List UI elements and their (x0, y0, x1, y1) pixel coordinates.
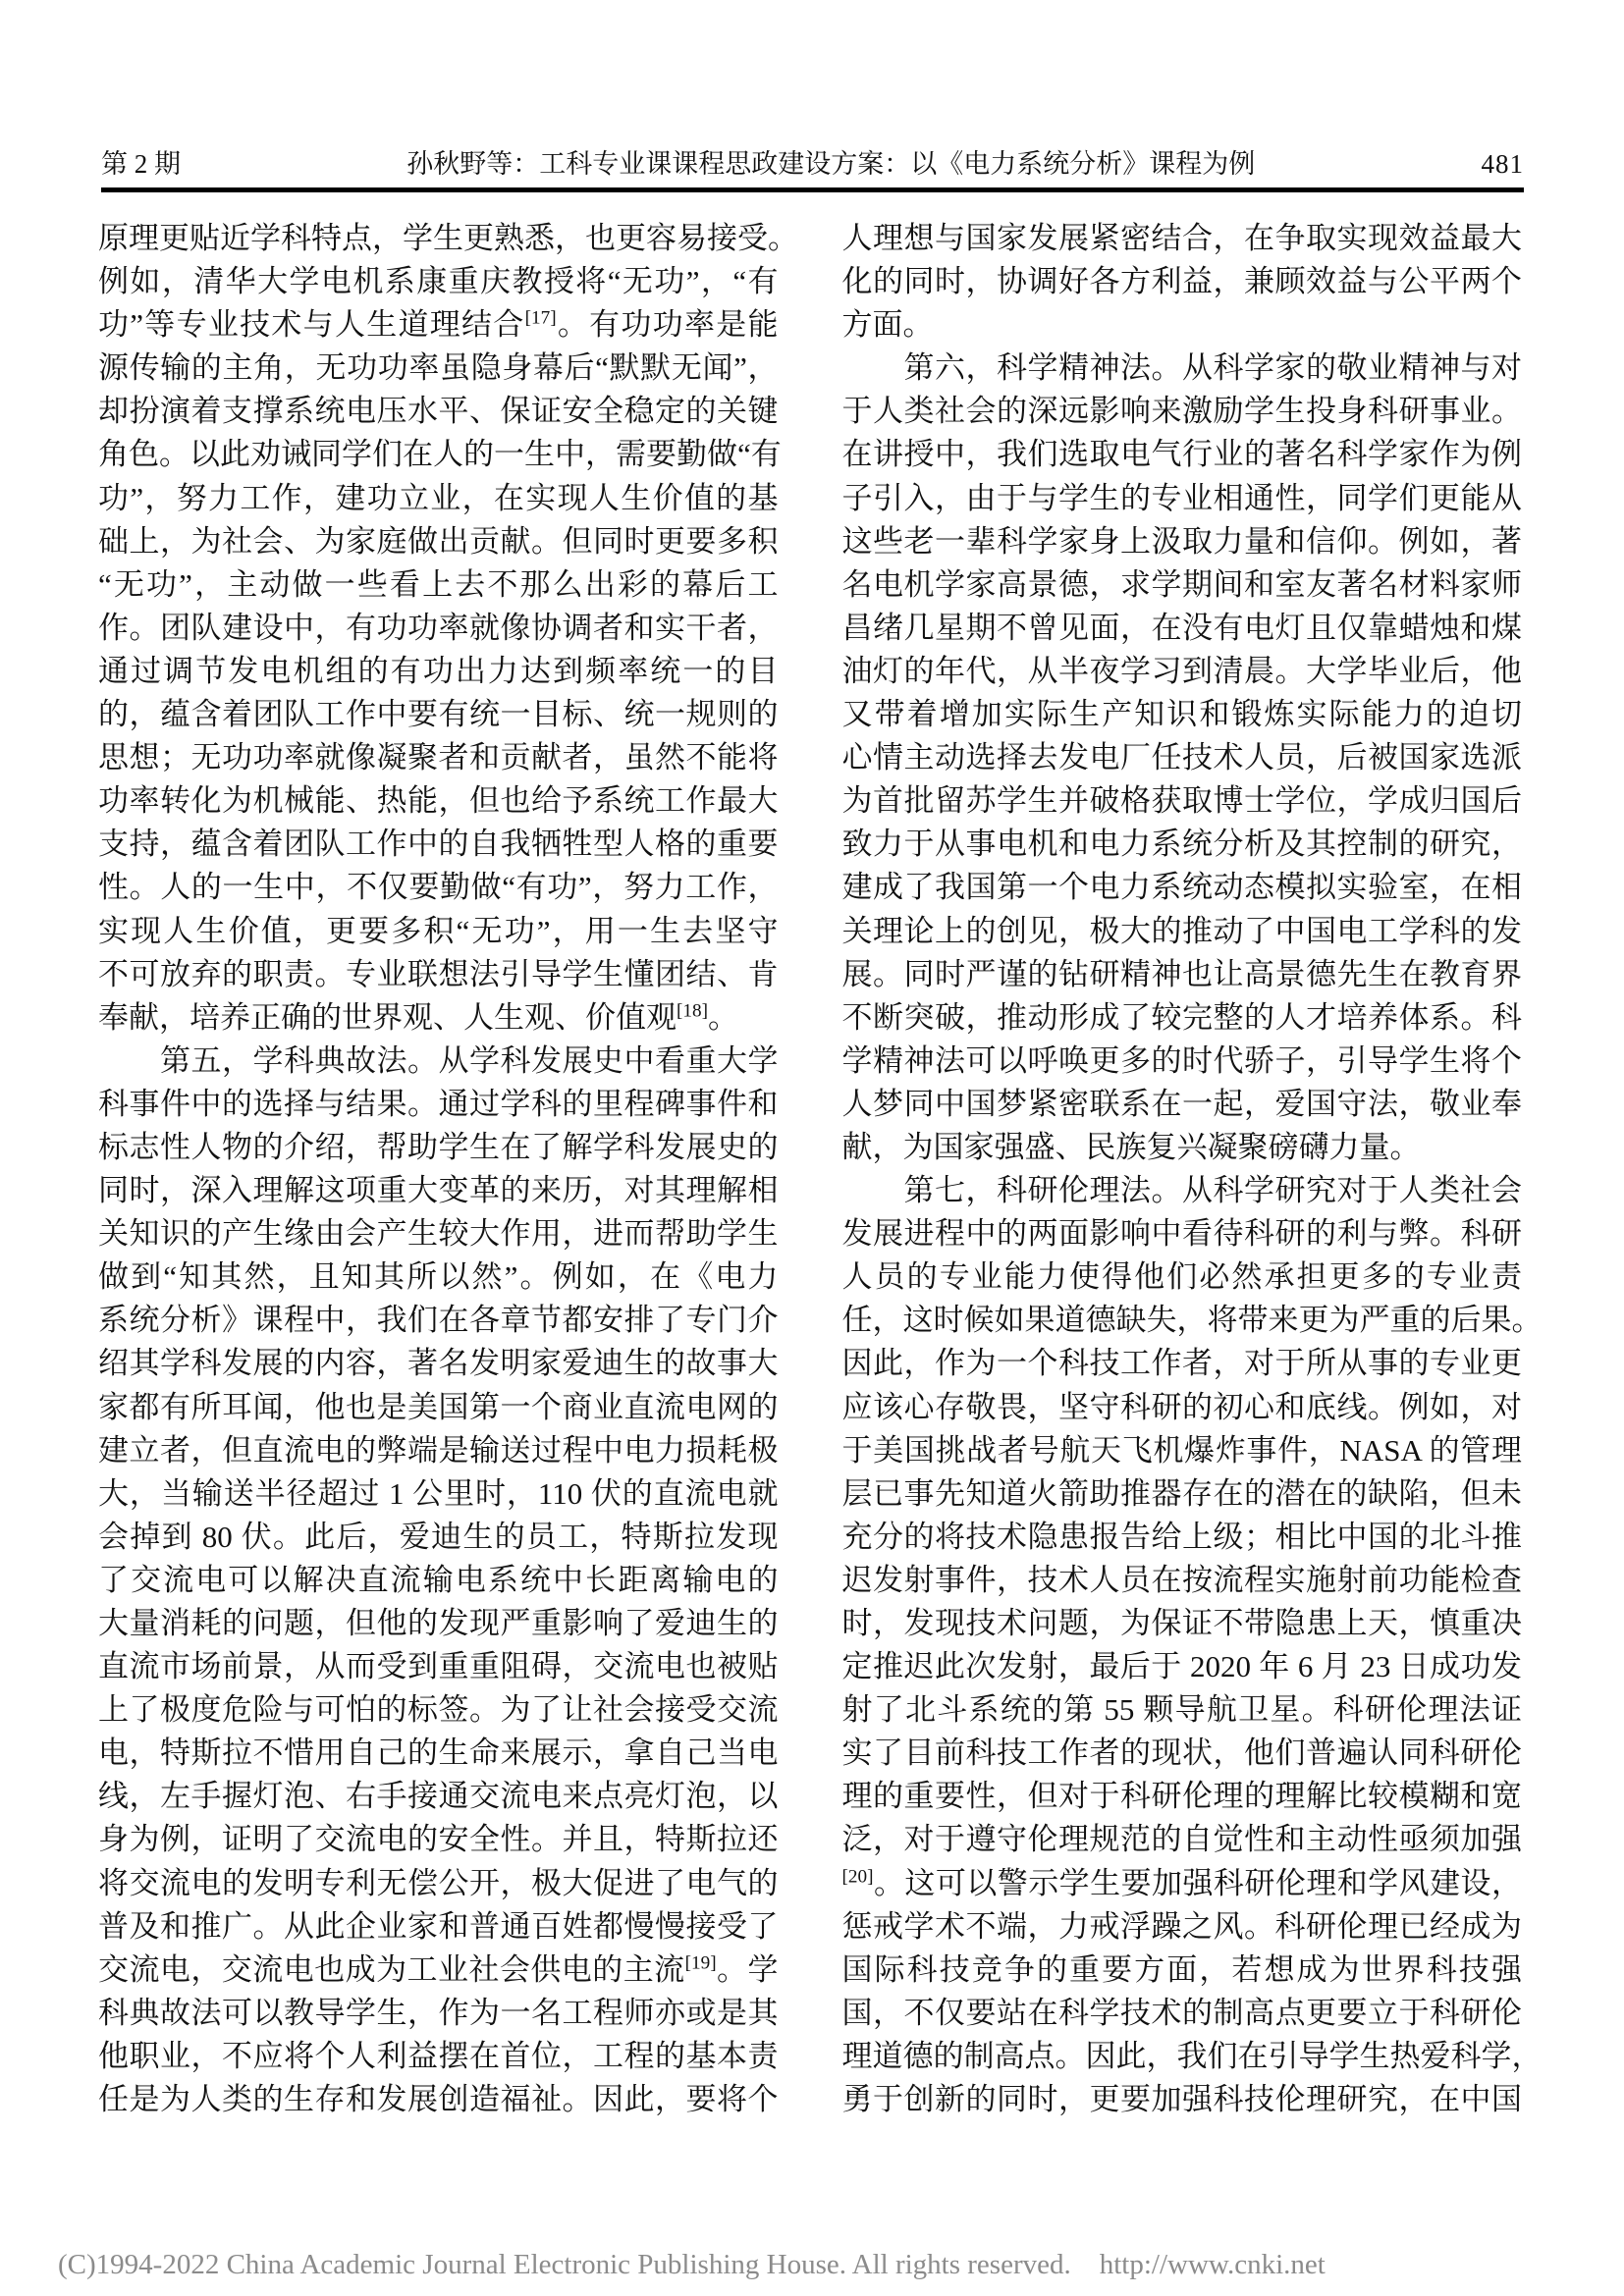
text-line: 础上，为社会、为家庭做出贡献。但同时更要多积 (98, 523, 779, 559)
text-line: 线，左手握灯泡、右手接通交流电来点亮灯泡，以 (98, 1779, 779, 1814)
text-line: 国际科技竞争的重要方面，若想成为世界科技强 (841, 1951, 1522, 1987)
text-line: 绍其学科发展的内容，著名发明家爱迪生的故事大 (98, 1346, 779, 1381)
text-line: 建立者，但直流电的弊端是输送过程中电力损耗极 (98, 1432, 779, 1468)
text-line: 的，蕴含着团队工作中要有统一目标、统一规则的 (98, 697, 779, 732)
text-line: 人梦同中国梦紧密联系在一起，爱国守法，敬业奉 (841, 1086, 1522, 1121)
text-line: 奉献，培养正确的世界观、人生观、价值观[18]。 (98, 999, 738, 1035)
text-line: 大，当输送半径超过 1 公里时，110 伏的直流电就 (98, 1475, 779, 1511)
text-line: 献，为国家强盛、民族复兴凝聚磅礴力量。 (841, 1129, 1421, 1164)
text-line: 勇于创新的同时，更要加强科技伦理研究，在中国 (841, 2082, 1522, 2117)
text-line: 层已事先知道火箭助推器存在的潜在的缺陷，但未 (841, 1475, 1522, 1511)
citation-ref: [18] (677, 1000, 708, 1022)
text-line: 第七，科研伦理法。从科学研究对于人类社会 (841, 1173, 1522, 1208)
text-line: 大量消耗的问题，但他的发现严重影响了爱迪生的 (98, 1606, 779, 1640)
text-line: 通过调节发电机组的有功出力达到频率统一的目 (98, 653, 779, 688)
text-line: 充分的将技术隐患报告给上级；相比中国的北斗推 (841, 1519, 1522, 1554)
column-right (841, 217, 1543, 2121)
citation-ref: [20] (841, 1866, 874, 1888)
text-line: 源传输的主角，无功功率虽隐身幕后“默默无闻”， (98, 350, 779, 386)
text-line: 人理想与国家发展紧密结合，在争取实现效益最大 (841, 221, 1522, 255)
text-line: 不可放弃的职责。专业联想法引导学生懂团结、肯 (98, 956, 779, 991)
text-line: 同时，深入理解这项重大变革的来历，对其理解相 (98, 1173, 779, 1208)
text-line: 例如，清华大学电机系康重庆教授将“无功”，“有 (98, 264, 779, 299)
text-line: 作。团队建设中，有功功率就像协调者和实干者， (98, 610, 779, 645)
text-line: 功率转化为机械能、热能，但也给予系统工作最大 (98, 783, 779, 819)
text-line: 泛，对于遵守伦理规范的自觉性和主动性亟须加强 (841, 1822, 1522, 1857)
text-line: 理的重要性，但对于科研伦理的理解比较模糊和宽 (841, 1779, 1522, 1814)
text-line: 会掉到 80 伏。此后，爱迪生的员工，特斯拉发现 (98, 1519, 779, 1554)
text-line: 名电机学家高景德，求学期间和室友著名材料家师 (841, 566, 1522, 602)
citation-ref: [17] (524, 307, 557, 329)
text-line: 应该心存敬畏，坚守科研的初心和底线。例如，对 (841, 1389, 1522, 1424)
text-line: 支持，蕴含着团队工作中的自我牺牲型人格的重要 (98, 827, 779, 862)
text-line: 功”等专业技术与人生道理结合[17]。有功功率是能 (98, 307, 779, 343)
text-line: 在讲授中，我们选取电气行业的著名科学家作为例 (841, 437, 1522, 472)
text-line: 交流电，交流电也成为工业社会供电的主流[19]。学 (98, 1951, 779, 1987)
text-line: 心情主动选择去发电厂任技术人员，后被国家选派 (841, 740, 1522, 775)
running-title: 孙秋野等：工科专业课课程思政建设方案：以《电力系统分析》课程为例 (406, 149, 1256, 179)
article-body (98, 217, 1543, 2121)
text-line: 第六，科学精神法。从科学家的敬业精神与对 (841, 350, 1522, 386)
text-line: 油灯的年代，从半夜学习到清晨。大学毕业后，他 (841, 653, 1522, 688)
text-line: 系统分析》课程中，我们在各章节都安排了专门介 (98, 1303, 779, 1338)
text-line: 射了北斗系统的第 55 颗导航卫星。科研伦理法证 (841, 1692, 1522, 1728)
text-line: 将交流电的发明专利无偿公开，极大促进了电气的 (98, 1865, 779, 1900)
column-left (98, 217, 798, 2121)
text-line: 致力于从事电机和电力系统分析及其控制的研究， (841, 827, 1522, 862)
text-line: 子引入，由于与学生的专业相通性，同学们更能从 (841, 480, 1522, 515)
text-line: 这些老一辈科学家身上汲取力量和信仰。例如，著 (841, 523, 1522, 559)
text-line: 功”，努力工作，建功立业，在实现人生价值的基 (98, 480, 779, 515)
text-line: 科典故法可以教导学生，作为一名工程师亦或是其 (98, 1995, 779, 2030)
text-line: 实了目前科技工作者的现状，他们普遍认同科研伦 (841, 1735, 1522, 1771)
text-line: 理道德的制高点。因此，我们在引导学生热爱科学， (841, 2038, 1543, 2073)
text-line: 电，特斯拉不惜用自己的生命来展示，拿自己当电 (98, 1735, 779, 1771)
text-line: 性。人的一生中，不仅要勤做“有功”，努力工作， (98, 870, 779, 905)
text-line: 直流市场前景，从而受到重重阻碍，交流电也被贴 (98, 1649, 779, 1684)
text-line: 思想；无功功率就像凝聚者和贡献者，虽然不能将 (98, 740, 779, 775)
citation-ref: [19] (684, 1952, 717, 1974)
text-line: 了交流电可以解决直流输电系统中长距离输电的 (98, 1562, 779, 1597)
text-line: 第五，学科典故法。从学科发展史中看重大学 (98, 1042, 779, 1078)
text-line: “无功”，主动做一些看上去不那么出彩的幕后工 (98, 566, 779, 602)
text-line: 家都有所耳闻，他也是美国第一个商业直流电网的 (98, 1389, 779, 1424)
text-line: 惩戒学术不端，力戒浮躁之风。科研伦理已经成为 (841, 1908, 1522, 1944)
text-line: 原理更贴近学科特点，学生更熟悉，也更容易接受。 (98, 221, 798, 255)
text-line: 人员的专业能力使得他们必然承担更多的专业责 (841, 1259, 1522, 1295)
text-line: 迟发射事件，技术人员在按流程实施射前功能检查 (841, 1562, 1522, 1597)
text-line: 方面。 (841, 307, 934, 343)
text-line: 学精神法可以呼唤更多的时代骄子，引导学生将个 (841, 1042, 1522, 1078)
text-line: 不断突破，推动形成了较完整的人才培养体系。科 (841, 999, 1522, 1035)
text-line: 发展进程中的两面影响中看待科研的利与弊。科研 (841, 1216, 1522, 1252)
text-line: 展。同时严谨的钻研精神也让高景德先生在教育界 (841, 956, 1522, 991)
header-rule (101, 187, 1524, 192)
text-line: 建成了我国第一个电力系统动态模拟实验室，在相 (841, 870, 1522, 905)
running-header (101, 147, 1524, 181)
text-line: 因此，作为一个科技工作者，对于所从事的专业更 (841, 1346, 1522, 1381)
issue-label: 第 2 期 (101, 149, 181, 179)
text-line: 任，这时候如果道德缺失，将带来更为严重的后果。 (841, 1303, 1543, 1338)
text-line: 关知识的产生缘由会产生较大作用，进而帮助学生 (98, 1216, 779, 1252)
text-line: 做到“知其然，且知其所以然”。例如，在《电力 (98, 1259, 779, 1295)
text-line: 却扮演着支撑系统电压水平、保证安全稳定的关键 (98, 394, 779, 429)
text-line: 昌绪几星期不曾见面，在没有电灯且仅靠蜡烛和煤 (841, 610, 1522, 645)
text-line: 关理论上的创见，极大的推动了中国电工学科的发 (841, 913, 1522, 948)
text-line: 科事件中的选择与结果。通过学科的里程碑事件和 (98, 1086, 779, 1121)
text-line: 上了极度危险与可怕的标签。为了让社会接受交流 (98, 1692, 779, 1728)
text-line: 国，不仅要站在科学技术的制高点更要立于科研伦 (841, 1995, 1522, 2030)
text-line: [20]。这可以警示学生要加强科研伦理和学风建设， (841, 1865, 1522, 1900)
text-line: 角色。以此劝诫同学们在人的一生中，需要勤做“有 (98, 437, 782, 472)
text-line: 化的同时，协调好各方利益，兼顾效益与公平两个 (841, 264, 1522, 299)
text-line: 于美国挑战者号航天飞机爆炸事件，NASA 的管理 (841, 1432, 1522, 1468)
text-line: 于人类社会的深远影响来激励学生投身科研事业。 (841, 394, 1522, 429)
text-line: 为首批留苏学生并破格获取博士学位，学成归国后 (841, 783, 1522, 819)
text-line: 身为例，证明了交流电的安全性。并且，特斯拉还 (98, 1822, 779, 1857)
page-footer (29, 2216, 1595, 2296)
text-line: 实现人生价值，更要多积“无功”，用一生去坚守 (98, 913, 779, 948)
text-line: 又带着增加实际生产知识和锻炼实际能力的迫切 (841, 697, 1522, 732)
text-line: 他职业，不应将个人利益摆在首位，工程的基本责 (98, 2038, 779, 2073)
text-line: 普及和推广。从此企业家和普通百姓都慢慢接受了 (98, 1908, 779, 1944)
text-line: 任是为人类的生存和发展创造福祉。因此，要将个 (98, 2082, 779, 2117)
text-line: 时，发现技术问题，为保证不带隐患上天，慎重决 (841, 1606, 1522, 1640)
copyright-text: (C)1994-2022 China Academic Journal Electronic Publishing House. All rights reserved. http://www.cnki.net (58, 2249, 1326, 2280)
text-line: 标志性人物的介绍，帮助学生在了解学科发展史的 (98, 1129, 779, 1164)
page-number: 481 (1481, 149, 1524, 179)
text-line: 定推迟此次发射，最后于 2020 年 6 月 23 日成功发 (841, 1649, 1522, 1684)
